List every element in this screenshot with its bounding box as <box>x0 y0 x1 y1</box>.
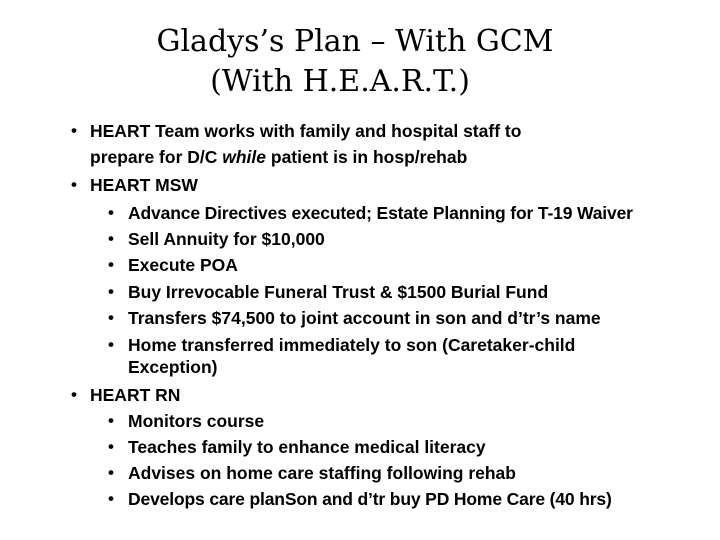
list-item-text: Advance Directives executed; Estate Planning for T-19 Waiver <box>128 203 633 223</box>
bullet-glyph: • <box>71 385 77 404</box>
list-item-text: prepare for D/C while patient is in hosp/rehab <box>90 147 468 167</box>
list-item-text: Buy Irrevocable Funeral Trust & $1500 Burial Fund <box>128 282 549 302</box>
bullet-glyph: • <box>108 463 114 482</box>
bullet-glyph: • <box>108 255 114 274</box>
list-item-text: HEART RN <box>90 385 181 405</box>
list-item-text: Home transferred immediately to son (Caretaker-child <box>128 335 576 355</box>
list-item-text: Execute POA <box>128 255 238 275</box>
bullet-glyph: • <box>108 229 114 248</box>
slide-title-line2: (With H.E.A.R.T.) <box>210 64 470 99</box>
list-item-text: HEART Team works with family and hospital staff to <box>90 121 522 141</box>
list-item-text: Develops care planSon and d’tr buy PD Home Care (40 hrs) <box>128 489 612 509</box>
list-item-text: Exception) <box>128 357 218 377</box>
bullet-glyph: • <box>71 121 77 140</box>
bullet-glyph: • <box>108 437 114 456</box>
bullet-glyph: • <box>108 282 114 301</box>
list-item-text: Transfers $74,500 to joint account in son and d’tr’s name <box>128 308 601 328</box>
list-item-text: HEART MSW <box>90 175 198 195</box>
list-item-text: Teaches family to enhance medical literacy <box>128 437 486 457</box>
bullet-glyph: • <box>108 489 114 508</box>
list-item-text: Monitors course <box>128 411 265 431</box>
bullet-glyph: • <box>71 175 77 194</box>
list-item-text: Sell Annuity for $10,000 <box>128 229 325 249</box>
bullet-glyph: • <box>108 203 114 222</box>
bullet-glyph: • <box>108 308 114 327</box>
slide-title-line1: Gladys’s Plan – With GCM <box>156 24 554 59</box>
bullet-glyph: • <box>108 335 114 354</box>
bullet-glyph: • <box>108 411 114 430</box>
list-item-text: Advises on home care staffing following rehab <box>128 463 516 483</box>
